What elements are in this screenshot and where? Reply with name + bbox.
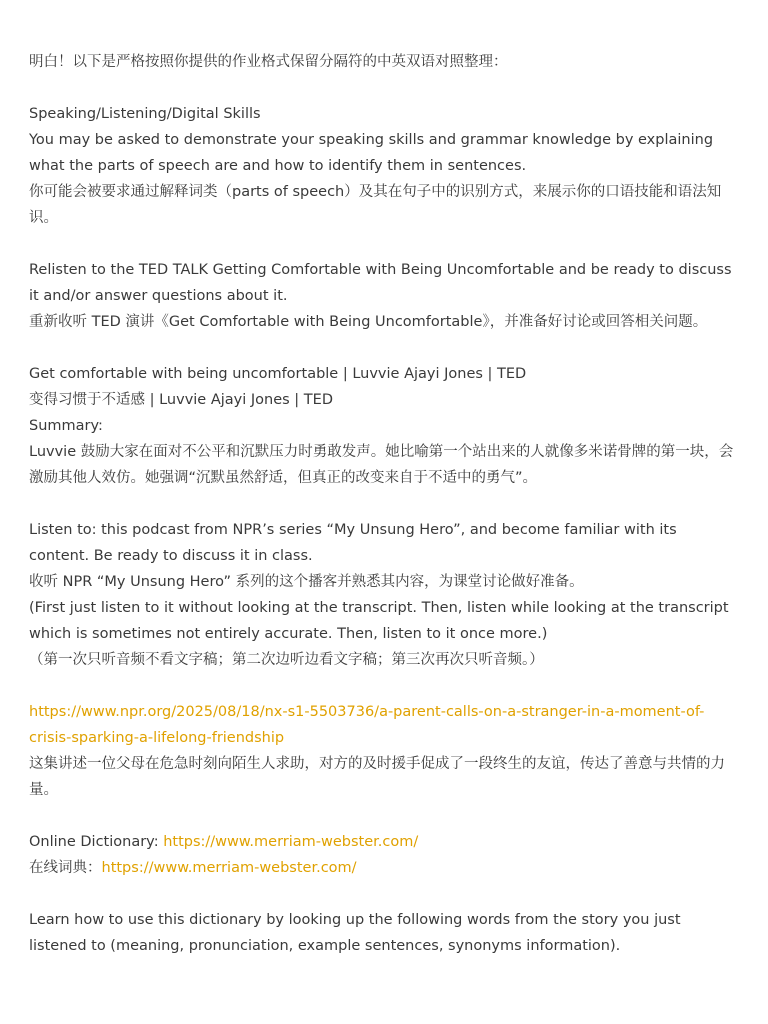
ted-title-en: Get comfortable with being uncomfortable | Luvvie Ajayi Jones | TED [29, 366, 527, 382]
spacer [29, 491, 741, 517]
spacer [29, 803, 741, 829]
npr-podcast-link[interactable]: https://www.npr.org/2025/08/18/nx-s1-5503736/a-parent-calls-on-a-stranger-in-a-moment-of-crisis-sparking-a-lifelong-friendship [29, 704, 705, 746]
section-heading-skills: Speaking/Listening/Digital Skills [29, 106, 261, 122]
ted-relisten-zh: 重新收听 TED 演讲《Get Comfortable with Being Uncomfortable》，并准备好讨论或回答相关问题。 [29, 314, 708, 330]
dictionary-link-zh[interactable]: https://www.merriam-webster.com/ [101, 860, 357, 876]
podcast-instruction-en: Listen to: this podcast from NPR’s series “My Unsung Hero”, and become familiar with its content. Be ready to discuss it in class. [29, 522, 677, 564]
podcast-instruction-zh: 收听 NPR “My Unsung Hero” 系列的这个播客并熟悉其内容，为课堂讨论做好准备。 [29, 574, 584, 590]
message-content [29, 49, 741, 959]
ted-relisten-en: Relisten to the TED TALK Getting Comfortable with Being Uncomfortable and be ready to discuss it and/or answer questions about it. [29, 262, 732, 304]
intro-text: 明白！以下是严格按照你提供的作业格式保留分隔符的中英双语对照整理： [29, 54, 508, 70]
podcast-note-zh: （第一次只听音频不看文字稿；第二次边听边看文字稿；第三次再次只听音频。） [29, 652, 544, 668]
dictionary-label-zh: 在线词典： [29, 860, 102, 876]
skills-description-en: You may be asked to demonstrate your speaking skills and grammar knowledge by explaining what the parts of speech are and how to identify them in sentences. [29, 132, 714, 174]
ted-title-zh: 变得习惯于不适感 | Luvvie Ajayi Jones | TED [29, 392, 333, 408]
skills-description-zh: 你可能会被要求通过解释词类（parts of speech）及其在句子中的识别方式，来展示你的口语技能和语法知识。 [29, 184, 722, 226]
spacer [29, 335, 741, 361]
dictionary-link-en[interactable]: https://www.merriam-webster.com/ [163, 834, 419, 850]
dictionary-label-en: Online Dictionary: [29, 834, 164, 850]
dictionary-line-zh [29, 855, 741, 881]
spacer [29, 231, 741, 257]
spacer [29, 75, 741, 101]
dictionary-instruction-en: Learn how to use this dictionary by looking up the following words from the story you just listened to (meaning, pronunciation, example sentences, synonyms information). [29, 912, 681, 954]
summary-text: Luvvie 鼓励大家在面对不公平和沉默压力时勇敢发声。她比喻第一个站出来的人就像多米诺骨牌的第一块，会激励其他人效仿。她强调“沉默虽然舒适，但真正的改变来自于不适中的勇气”。 [29, 444, 734, 486]
dictionary-line-en [29, 829, 741, 855]
spacer [29, 881, 741, 907]
spacer [29, 673, 741, 699]
podcast-description-zh: 这集讲述一位父母在危急时刻向陌生人求助，对方的及时援手促成了一段终生的友谊，传达了善意与共情的力量。 [29, 756, 725, 798]
podcast-note-en: (First just listen to it without looking at the transcript. Then, listen while looking at the transcript which is sometimes not entirely accurate. Then, listen to it once more.) [29, 600, 729, 642]
summary-label: Summary: [29, 418, 103, 434]
